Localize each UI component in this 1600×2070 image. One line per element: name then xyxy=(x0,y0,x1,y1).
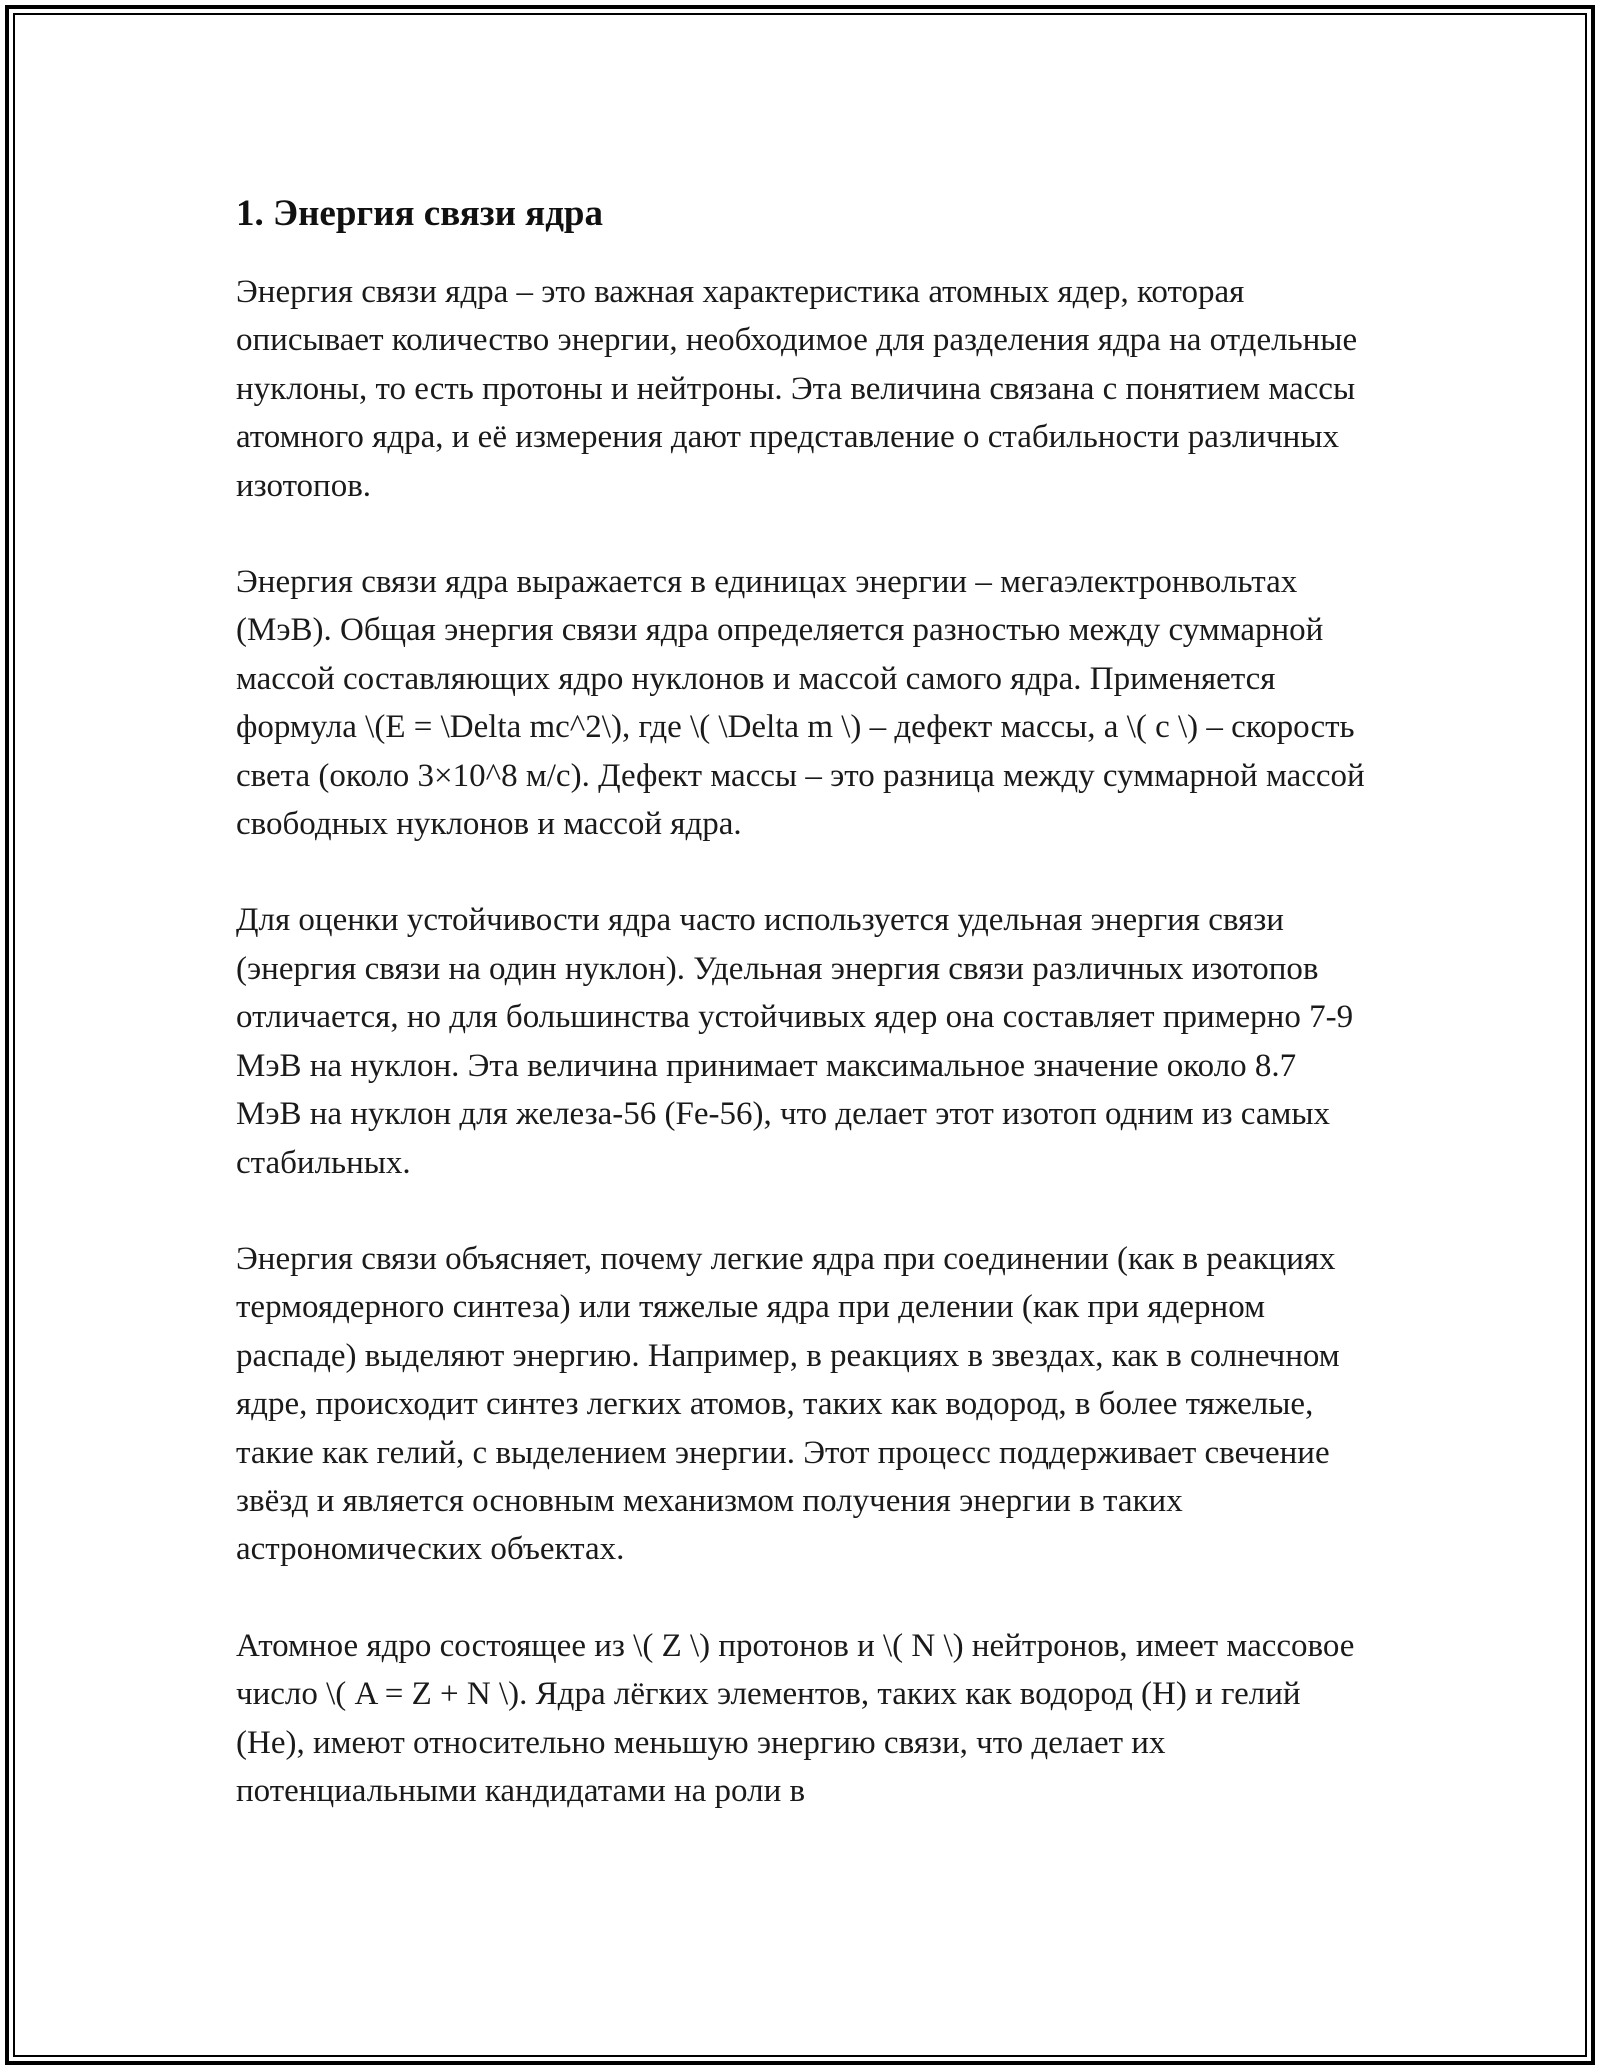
section-heading: 1. Энергия связи ядра xyxy=(236,193,603,234)
paragraph-mass-number: Атомное ядро состоящее из \( Z \) протонов и \( N \) нейтронов, имеет массовое число \( A = Z + N \). Ядра лёгких элементов, таких как водород (H) и гелий (He), имеют относительно меньшую энергию связи, что делает их потенциальными кандидатами на роли в xyxy=(236,1627,1355,1809)
document-body xyxy=(236,188,1366,1863)
paragraph-fusion-fission-energy: Энергия связи объясняет, почему легкие ядра при соединении (как в реакциях термоядерного синтеза) или тяжелые ядра при делении (как при ядерном распаде) выделяют энергию. Например, в реакциях в звездах, как в солнечном ядре, происходит синтез легких атомов, таких как водород, в более тяжелые, такие как гелий, с выделением энергии. Этот процесс поддерживает свечение звёзд и является основным механизмом получения энергии в таких астрономических объектах. xyxy=(236,1240,1340,1568)
paragraph-binding-energy-definition: Энергия связи ядра – это важная характеристика атомных ядер, которая описывает количество энергии, необходимое для разделения ядра на отдельные нуклоны, то есть протоны и нейтроны. Эта величина связана с понятием массы атомного ядра, и её измерения дают представление о стабильности различных изотопов. xyxy=(236,274,1358,504)
paragraph-mass-defect-formula: Энергия связи ядра выражается в единицах энергии – мегаэлектронвольтах (МэВ). Общая энергия связи ядра определяется разностью между суммарной массой составляющих ядро нуклонов и массой самого ядра. Применяется формула \(E = \Delta mc^2\), где \( \Delta m \) – дефект массы, а \( c \) – скорость света (около 3×10^8 м/с). Дефект массы – это разница между суммарной массой свободных нуклонов и массой ядра. xyxy=(236,564,1365,843)
paragraph-specific-binding-energy: Для оценки устойчивости ядра часто используется удельная энергия связи (энергия связи на один нуклон). Удельная энергия связи различных изотопов отличается, но для большинства устойчивых ядер она составляет примерно 7-9 МэВ на нуклон. Эта величина принимает максимальное значение около 8.7 МэВ на нуклон для железа-56 (Fe-56), что делает этот изотоп одним из самых стабильных. xyxy=(236,902,1354,1181)
